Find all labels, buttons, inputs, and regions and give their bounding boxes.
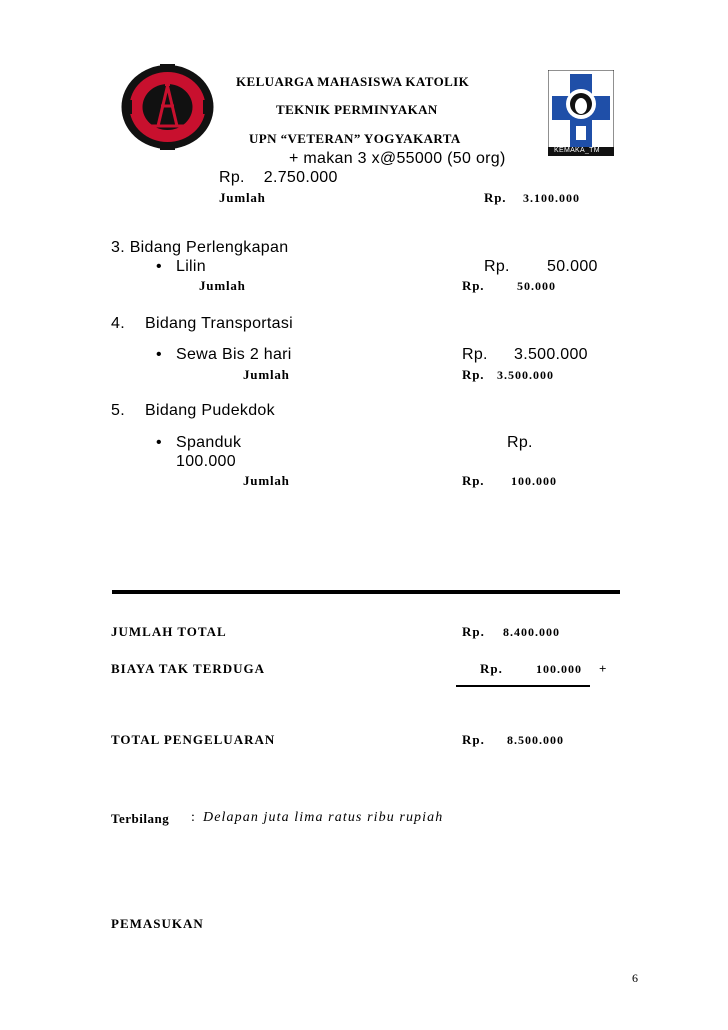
right-logo [548, 70, 614, 156]
jumlah-rp-2: Rp. [484, 190, 507, 205]
left-logo [120, 64, 215, 150]
jumlah-rp-3: Rp. [462, 278, 485, 293]
bullet-icon: • [156, 258, 162, 275]
jumlah-value-2: 3.100.000 [523, 191, 580, 205]
jumlah-label-5: Jumlah [243, 473, 290, 488]
header-line-3: UPN “VETERAN” YOGYAKARTA [249, 131, 461, 146]
divider [112, 590, 620, 594]
item-sewa-bis-rp: Rp. [462, 346, 488, 363]
header-line-2: TEKNIK PERMINYAKAN [276, 102, 438, 117]
jumlah-label-4: Jumlah [243, 367, 290, 382]
makan-amount: Rp. 2.750.000 [219, 169, 338, 186]
oil-rig-emblem-icon [120, 64, 215, 150]
jumlah-value-5: 100.000 [511, 474, 557, 488]
pemasukan-heading: PEMASUKAN [111, 916, 204, 931]
plus-sign: + [599, 661, 608, 676]
bullet-icon: • [156, 346, 162, 363]
jumlah-label-2: Jumlah [219, 190, 266, 205]
biaya-tak-terduga-rp: Rp. [480, 661, 503, 676]
biaya-tak-terduga-label: BIAYA TAK TERDUGA [111, 661, 266, 676]
item-spanduk-value: 100.000 [176, 453, 236, 470]
terbilang-colon: : [191, 810, 195, 825]
jumlah-total-value: 8.400.000 [503, 625, 560, 639]
item-spanduk-rp: Rp. [507, 434, 533, 451]
right-logo-caption: KEMAKA_TM [554, 147, 600, 154]
total-pengeluaran-rp: Rp. [462, 732, 485, 747]
makan-line: + makan 3 x@55000 (50 org) [289, 150, 506, 167]
item-sewa-bis: Sewa Bis 2 hari [176, 346, 292, 363]
jumlah-total-rp: Rp. [462, 624, 485, 639]
terbilang-label: Terbilang [111, 811, 170, 826]
item-lilin-value: 50.000 [547, 258, 598, 275]
total-pengeluaran-value: 8.500.000 [507, 733, 564, 747]
item-lilin: Lilin [176, 258, 206, 275]
section-title-pudekdok: Bidang Pudekdok [145, 402, 275, 419]
jumlah-value-3: 50.000 [517, 279, 556, 293]
item-spanduk: Spanduk [176, 434, 242, 451]
jumlah-label-3: Jumlah [199, 278, 246, 293]
section-number-pudekdok: 5. [111, 402, 125, 419]
jumlah-rp-5: Rp. [462, 473, 485, 488]
total-pengeluaran-label: TOTAL PENGELUARAN [111, 732, 276, 747]
section-number-transportasi: 4. [111, 315, 125, 332]
section-title-transportasi: Bidang Transportasi [145, 315, 294, 332]
biaya-tak-terduga-value: 100.000 [536, 662, 582, 676]
jumlah-value-4: 3.500.000 [497, 368, 554, 382]
jumlah-total-label: JUMLAH TOTAL [111, 624, 227, 639]
header-line-1: KELUARGA MAHASISWA KATOLIK [236, 74, 470, 89]
bullet-icon: • [156, 434, 162, 451]
page-number: 6 [632, 971, 638, 985]
terbilang-text: Delapan juta lima ratus ribu rupiah [203, 810, 444, 825]
sum-underline [456, 685, 590, 687]
item-sewa-bis-value: 3.500.000 [514, 346, 588, 363]
item-lilin-rp: Rp. [484, 258, 510, 275]
jumlah-rp-4: Rp. [462, 367, 485, 382]
section-title-perlengkapan: 3. Bidang Perlengkapan [111, 239, 289, 256]
cross-emblem-icon [548, 70, 614, 156]
